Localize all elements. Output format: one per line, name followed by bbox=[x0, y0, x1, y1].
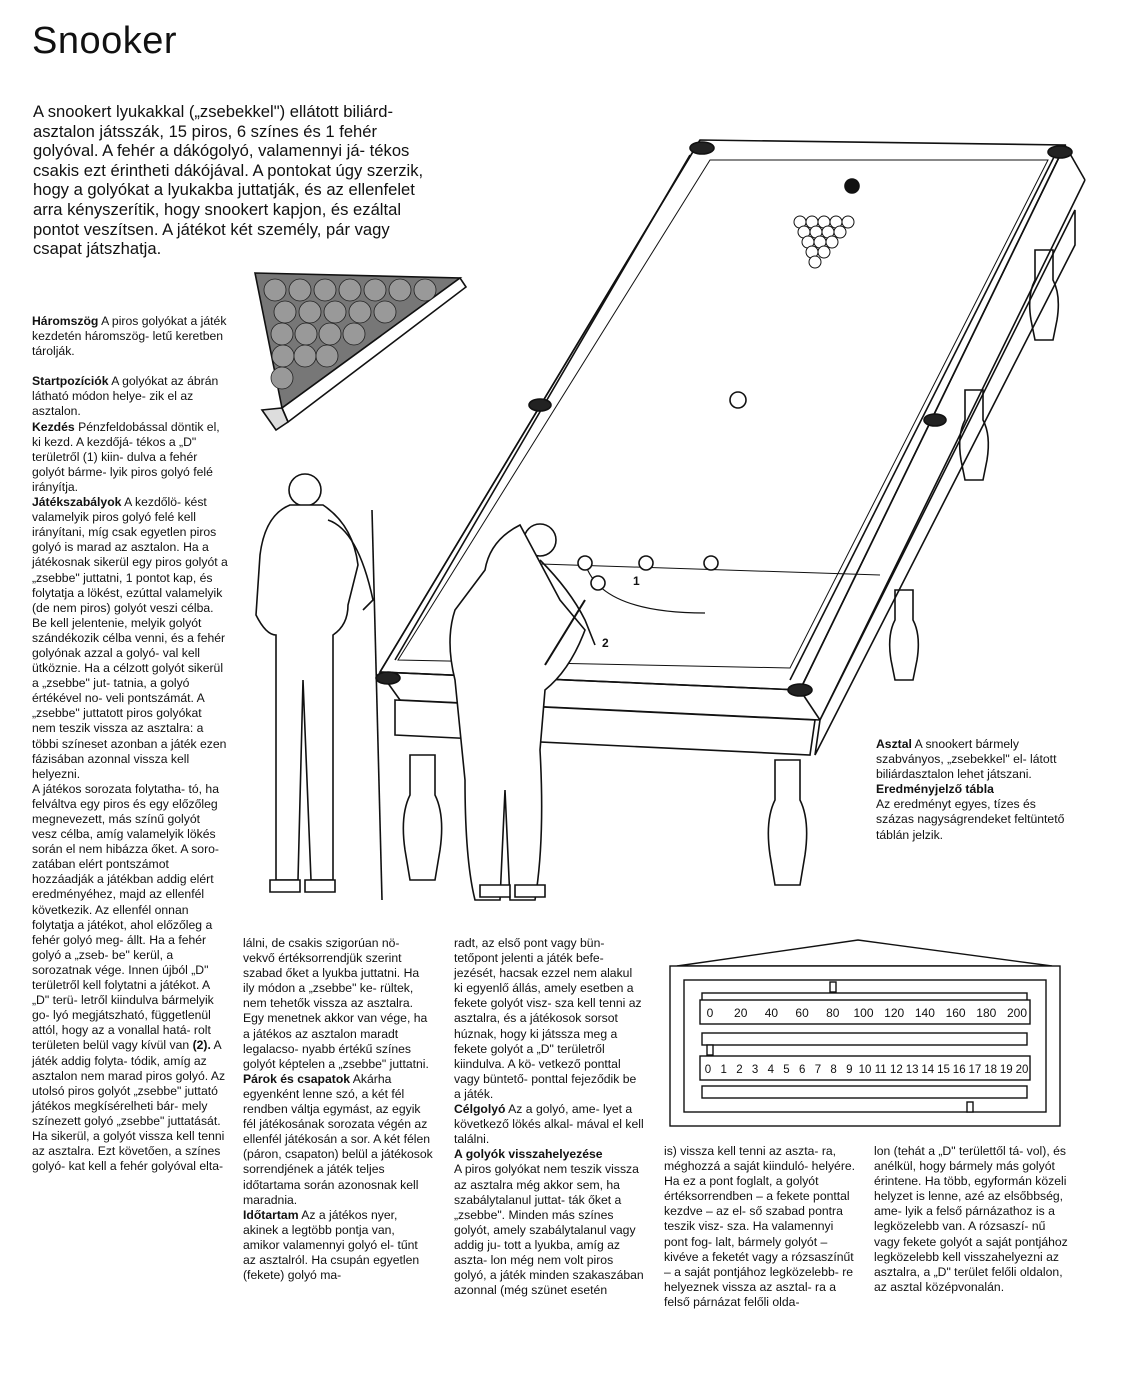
paragraph-parok: Párok és csapatok Akárha egyenként lenne szó, a két fél rendben váltja egymást, az egyik fél játékosának sorozata végén az ellenfél játékosán a sor. A két félen (páron, csapaton) belül a játékosok sorrendjének a játék teljes időtartama során azonosnak kell maradnia. bbox=[243, 1071, 433, 1207]
paragraph-visszahelyezes: A piros golyókat nem teszik vissza az asztalra még akkor sem, ha szabálytalanul juttat- ták őket a „zsebbe". Minden más színes golyót, amely szabálytalanul vagy addig ju- tott a lyukba, amíg az aszta- lon még nem volt piros golyó, a játék minden szakaszában azonnal (még szünet esetén bbox=[454, 1162, 644, 1298]
text-column-3 bbox=[454, 936, 644, 1298]
paragraph-kezdes: Kezdés Pénzfeldobással döntik el, ki kezd. A kezdőjá- tékos a „D" területről (1) kiin- dulva a fehér golyót bárme- lyik piros golyó felé irányítja. bbox=[32, 419, 220, 494]
paragraph-celgolyo: Célgolyó Az a golyó, ame- lyet a következő lökés alkal- mával el kell találni. bbox=[454, 1102, 644, 1147]
scoreboard-bottom-value: 13 bbox=[905, 1064, 919, 1076]
paragraph-col4: is) vissza kell tenni az aszta- ra, méghozzá a saját kiinduló- helyére. Ha ez a pont foglalt, a golyót értéksorrendben – a fekete ponttal kezdve – az el- ső szabad pontra teszik visz- sza. Ha valamennyi pont fog- lalt, bármely golyót – kivéve a feketét vagy a rózsaszínűt – a saját pontjához legközelebb- re helyeznek vissza az asztal- ra a felső párnázat felőli olda- bbox=[664, 1144, 856, 1309]
scoreboard-bottom-value: 16 bbox=[952, 1064, 966, 1076]
scoreboard-top-value: 160 bbox=[945, 1006, 966, 1020]
standing-player bbox=[256, 474, 382, 900]
scoreboard-bottom-value: 2 bbox=[736, 1064, 743, 1076]
d-area-label-2: 2 bbox=[602, 636, 609, 650]
scoreboard-bottom-value: 20 bbox=[1015, 1064, 1029, 1076]
paragraph-sorozat: A játékos sorozata folytatha- tó, ha felváltva egy piros és egy előzőleg megnevezett, más színű golyót vesz célba, amíg valamelyik lökés során el nem hibázza őket. A soro- zatában elért pontszámot hozzáadják a játékban addig elért eredményéhez, majd az ellenfél következik. Az ellenfél onnan folytatja a játékot, ahol előzőleg a fehér golyó meg- állt. Ha a fehér golyó a „zseb- be" kerül, a sorozatnak vége. Innen újból „D" területről kell folytatni a játékot. A „D" terü- letről kiindulva bármelyik go- lyó megjátszható, függetlenül attól, hogy az a vonallal hatá- rolt területen belül vagy kívül van (2). A játék addig folyta- tódik, amíg az asztalon nem marad piros golyó. Az utolsó piros golyót „zsebbe" juttató játékos megkísérelheti bár- mely színezett golyó „zsebbe" juttatását. Ha sikerül, a golyót vissza kell tenni az asztalra. Ezt követően, a színes golyó- kat kell a fehér golyóval elta- bbox=[32, 781, 226, 1174]
heading-celgolyo: Célgolyó bbox=[454, 1102, 506, 1117]
scoreboard-bottom-value: 12 bbox=[890, 1064, 903, 1076]
text-column-5 bbox=[874, 1144, 1070, 1295]
paragraph-asztal: Asztal A snookert bármely szabványos, „zsebekkel" el- látott biliárdasztalon lehet játszani. bbox=[876, 737, 1057, 782]
heading-asztal: Asztal bbox=[876, 737, 912, 751]
scoreboard-bottom-value: 11 bbox=[874, 1064, 887, 1076]
scoreboard-top-value: 140 bbox=[914, 1006, 935, 1020]
text-column-1 bbox=[32, 314, 228, 1174]
scoreboard-bottom-value: 10 bbox=[858, 1064, 872, 1076]
heading-startpozicio: Startpozíciók bbox=[32, 374, 109, 389]
heading-parok: Párok és csapatok bbox=[243, 1071, 351, 1086]
paragraph-idotartam: Időtartam Az a játékos nyer, akinek a legtöbb pontja van, amikor valamennyi golyó el- tűnt az asztalról. Ha csupán egyetlen (fekete) golyó ma- bbox=[243, 1207, 420, 1283]
scoreboard-bottom-value: 17 bbox=[968, 1064, 982, 1076]
scoreboard-bottom-value: 3 bbox=[751, 1064, 759, 1076]
scoreboard-top-value: 40 bbox=[764, 1006, 779, 1020]
paragraph-eredmenyjelzo: Az eredményt egyes, tízes és százas nagyságrendeket feltüntető táblán jelzik. bbox=[876, 797, 1065, 842]
scoreboard-bottom-row bbox=[705, 1064, 1029, 1076]
scoreboard-bottom-value: 6 bbox=[798, 1064, 806, 1076]
heading-kezdes: Kezdés bbox=[32, 419, 75, 434]
caption-asztal-eredmeny bbox=[876, 737, 1072, 843]
text-column-4 bbox=[664, 1144, 860, 1310]
scoreboard-top-value: 200 bbox=[1006, 1006, 1028, 1020]
paragraph-jatekszabalyok: Játékszabályok A kezdőlö- kést valamelyik piros golyó felé kell irányítani, míg csak egyetlen piros golyó is marad az asztalon. Ha a játékosnak sikerül egy piros golyót a „zsebbe" juttatni, 1 pontot kap, és folytatja a lökést, ezúttal valamelyik (de nem piros) golyót veszi célba. Be kell jelentenie, melyik golyót szándékozik célba venni, és a fehér golyónak azzal a golyó- val kell ütköznie. Ha a célzott golyót sikerül a „zsebbe" jut- tatnia, a golyó értékével no- veli pontszámát. A „zsebbe" juttatott piros golyókat nem teszik vissza az asztalra: a többi színeset azonban a játék ezen fázisában azonnal vissza kell helyezni. bbox=[32, 495, 228, 781]
paragraph-col2-cont: lálni, de csakis szigorúan nö- vekvő értéksorrendjük szerint szabad őket a lyukba juttatni. Ha ily módon a „zsebbe" ke- rültek, nem tehetők vissza az asztalra. Egy menetnek akkor van vége, ha a játékos az asztalon maradt legalacso- nyabb értékű színes golyót képtelen a „zsebbe" juttatni. bbox=[243, 936, 429, 1071]
triangle-rack bbox=[255, 273, 466, 430]
scoreboard-bottom-value: 7 bbox=[814, 1064, 822, 1076]
scoreboard-bottom-value: 4 bbox=[767, 1064, 775, 1076]
scoreboard-bottom-value: 9 bbox=[846, 1064, 853, 1076]
heading-idotartam: Időtartam bbox=[243, 1207, 299, 1222]
scoreboard-top-value: 80 bbox=[826, 1006, 840, 1020]
paragraph-haromszog: Háromszög A piros golyókat a játék kezdetén háromszög- letű keretben tárolják. bbox=[32, 314, 227, 359]
paragraph-col5: lon (tehát a „D" területtől tá- vol), és anélkül, hogy bármely más golyót érintene. Ha több, egyformán közeli helyzet is lenne, azé az elsőbbség, ame- lyik a felső párnázathoz is a legközelebb van. A rózsaszí- nű vagy fekete golyót a saját pontjához legközelebb kell visszahelyezni az asztalra, a „D" terület felőli oldalon, az asztal középvonalán. bbox=[874, 1144, 1068, 1294]
scoreboard-top-value: 20 bbox=[734, 1006, 748, 1020]
heading-visszahelyezes: A golyók visszahelyezése bbox=[454, 1147, 603, 1162]
scoreboard-bottom-value: 18 bbox=[984, 1064, 997, 1076]
scoreboard-illustration bbox=[662, 938, 1067, 1133]
scoreboard-bottom-value: 19 bbox=[999, 1064, 1013, 1076]
scoreboard-bottom-value: 8 bbox=[830, 1064, 837, 1076]
page-title: Snooker bbox=[32, 20, 178, 62]
intro-paragraph: A snookert lyukakkal („zsebekkel") ellátott biliárd- asztalon játsszák, 15 piros, 6 színes és 1 fehér golyóval. A fehér a dákógolyó, valamennyi já- tékos csakis ezt érintheti dákójával. A pontokat úgy szerzik, hogy a golyókat a lyukakba juttatják, és az ellenfelet arra kényszerítik, hogy snookert kapjon, és ezáltal pontot veszítsen. A játékot két személy, pár vagy csapat játszhatja. bbox=[33, 102, 424, 259]
heading-jatekszabalyok: Játékszabályok bbox=[32, 495, 122, 510]
scoreboard-bottom-value: 0 bbox=[704, 1064, 712, 1076]
scoreboard-bottom-value: 14 bbox=[921, 1064, 935, 1076]
scoreboard-top-value: 0 bbox=[706, 1006, 714, 1020]
heading-haromszog: Háromszög bbox=[32, 314, 99, 328]
scoreboard-bottom-value: 1 bbox=[720, 1064, 727, 1076]
d-area-label-1: 1 bbox=[633, 574, 640, 588]
paragraph-col3-cont: radt, az első pont vagy bün- tetőpont jelenti a játék befe- jezését, hacsak ezzel nem alakul ki egyenlő állás, amely esetben a fekete golyót visz- sza kell tenni az asztalra, és a játékosok sorsot húznak, hogy ki játssza meg a fekete golyót a „D" területről kiindulva. A kö- vetkező ponttal vagy büntető- ponttal fejeződik be a játék. bbox=[454, 936, 642, 1101]
scoreboard-top-value: 60 bbox=[795, 1006, 809, 1020]
text-column-2 bbox=[243, 936, 433, 1283]
heading-eredmenyjelzo: Eredményjelző tábla bbox=[876, 782, 994, 797]
paragraph-startpozicio: Startpozíciók A golyókat az ábrán látható módon helye- zik el az asztalon. bbox=[32, 374, 219, 419]
scoreboard-top-value: 180 bbox=[976, 1006, 997, 1020]
scoreboard-top-value: 100 bbox=[853, 1006, 874, 1020]
scoreboard-bottom-value: 15 bbox=[937, 1064, 950, 1076]
scoreboard-bottom-value: 5 bbox=[783, 1064, 790, 1076]
scoreboard-top-value: 120 bbox=[884, 1006, 905, 1020]
